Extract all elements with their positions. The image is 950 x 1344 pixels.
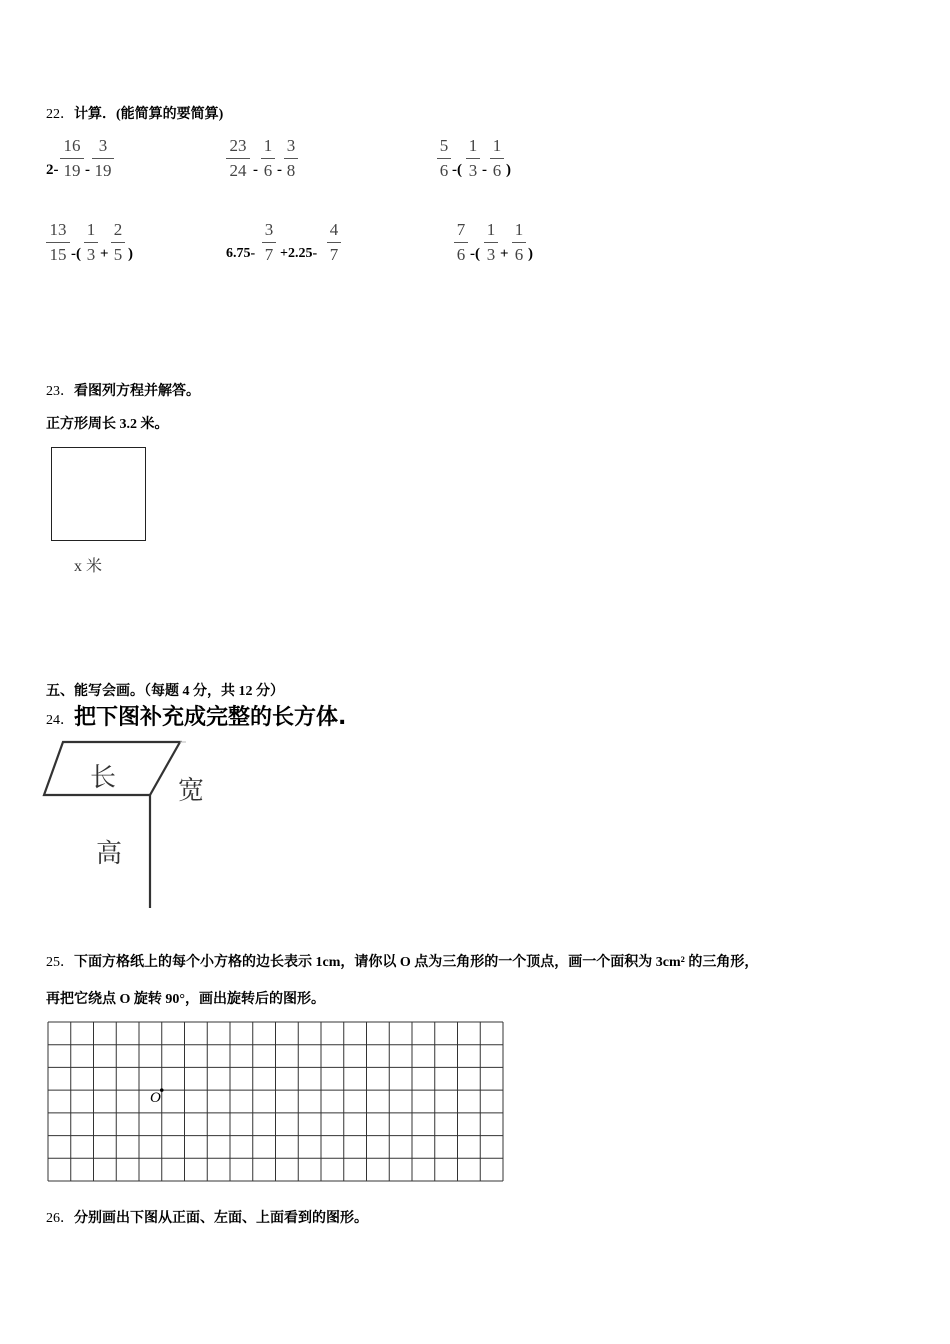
calc-6-den2: 3: [486, 245, 496, 264]
calc-6-op1: -(: [470, 246, 480, 262]
q24-heading: [46, 700, 346, 731]
cuboid-figure: [40, 738, 280, 916]
calc-item-5: [226, 218, 386, 278]
calc-item-2: [226, 134, 366, 194]
calc-6-num1: 7: [456, 220, 466, 239]
calc-3-op1: -(: [452, 162, 462, 178]
calc-4-close: ): [128, 246, 133, 262]
calc-5-bar1: [262, 242, 276, 243]
calc-2-den1: 24: [229, 161, 247, 180]
q25-text-line1: 下面方格纸上的每个小方格的边长表示 1cm，请你以 O 点为三角形的一个顶点，画一个面积为 3cm² 的三角形，: [74, 955, 759, 970]
calc-3-den3: 6: [492, 161, 502, 180]
calc-6-den3: 6: [514, 245, 524, 264]
q22-number: 22．: [46, 107, 74, 122]
calc-5-prefix: 6.75-: [226, 246, 256, 261]
calc-2-den2: 6: [263, 161, 273, 180]
calc-1-bar1: [60, 158, 84, 159]
calc-5-den1: 7: [264, 245, 274, 264]
calc-1-den2: 19: [94, 161, 112, 180]
calc-3-bar2: [466, 158, 480, 159]
q25-line1: [46, 951, 758, 971]
calc-3-bar1: [437, 158, 451, 159]
calc-2-bar2: [261, 158, 275, 159]
q24-text: 把下图补充成完整的长方体.: [74, 705, 347, 730]
calc-item-4: [46, 218, 186, 278]
calc-6-num3: 1: [514, 220, 524, 239]
calc-item-3: [437, 134, 577, 194]
calc-6-bar1: [454, 242, 468, 243]
calc-5-num1: 3: [264, 220, 274, 239]
q26-text: 分别画出下图从正面、左面、上面看到的图形。: [74, 1211, 368, 1226]
calc-2-op1: -: [253, 162, 258, 178]
q26-number: 26．: [46, 1211, 74, 1226]
q23-number: 23．: [46, 384, 74, 399]
calc-4-op1: -(: [71, 246, 81, 262]
q22-text: 计算．(能简算的要简算): [74, 107, 224, 122]
calc-item-1: [44, 134, 184, 194]
point-o-label: O: [150, 1090, 161, 1106]
calc-1-num2: 3: [98, 136, 108, 155]
calc-1-num1: 16: [63, 136, 81, 155]
square-figure: [51, 447, 146, 541]
section5-title: 五、能写会画。（每题 4 分，共 12 分）: [46, 684, 284, 699]
calc-2-num1: 23: [229, 136, 247, 155]
calc-3-close: ): [506, 162, 511, 178]
calc-2-den3: 8: [286, 161, 296, 180]
calc-3-num2: 1: [468, 136, 478, 155]
q23-text: 看图列方程并解答。: [74, 384, 200, 399]
calc-2-num3: 3: [286, 136, 296, 155]
calc-4-bar2: [84, 242, 98, 243]
q22-heading: [46, 103, 223, 123]
calc-4-bar1: [46, 242, 70, 243]
calc-5-num2: 4: [329, 220, 339, 239]
calc-4-bar3: [111, 242, 125, 243]
calc-1-prefix: 2-: [46, 162, 59, 178]
calc-3-bar3: [490, 158, 504, 159]
calc-3-den1: 6: [439, 161, 449, 180]
label-length: 长: [90, 763, 117, 793]
calc-2-bar1: [226, 158, 250, 159]
label-height: 高: [96, 839, 123, 869]
q23-subtext: 正方形周长 3.2 米。: [46, 417, 169, 432]
q23-heading: [46, 380, 200, 400]
calc-3-num3: 1: [492, 136, 502, 155]
calc-4-den3: 5: [113, 245, 123, 264]
calc-1-den1: 19: [63, 161, 81, 180]
calc-4-op2: +: [100, 246, 109, 262]
calc-5-mid: +2.25-: [280, 246, 318, 261]
calc-6-den1: 6: [456, 245, 466, 264]
q25-number: 25．: [46, 955, 74, 970]
calc-2-op2: -: [277, 162, 282, 178]
calc-6-close: ): [528, 246, 533, 262]
calc-4-den2: 3: [86, 245, 96, 264]
calc-4-num2: 1: [86, 220, 96, 239]
calc-6-op2: +: [500, 246, 509, 262]
calc-item-6: [454, 218, 594, 278]
calc-3-den2: 3: [468, 161, 478, 180]
q24-number: 24．: [46, 713, 74, 728]
calc-4-den1: 15: [49, 245, 67, 264]
calc-4-num1: 13: [49, 220, 67, 239]
calc-5-den2: 7: [329, 245, 339, 264]
calc-6-bar2: [484, 242, 498, 243]
calc-1-bar2: [92, 158, 114, 159]
calc-4-num3: 2: [113, 220, 123, 239]
calc-6-bar3: [512, 242, 526, 243]
calc-3-op2: -: [482, 162, 487, 178]
calc-1-op: -: [85, 162, 90, 178]
q25-line2: 再把它绕点 O 旋转 90°，画出旋转后的图形。: [46, 992, 325, 1007]
label-width: 宽: [178, 776, 205, 806]
square-side-label: x 米: [74, 558, 103, 575]
calc-2-num2: 1: [263, 136, 273, 155]
calc-6-num2: 1: [486, 220, 496, 239]
calc-2-bar3: [284, 158, 298, 159]
calc-5-bar2: [327, 242, 341, 243]
calc-3-num1: 5: [439, 136, 449, 155]
q26-heading: [46, 1207, 368, 1227]
grid-paper: [47, 1021, 505, 1183]
